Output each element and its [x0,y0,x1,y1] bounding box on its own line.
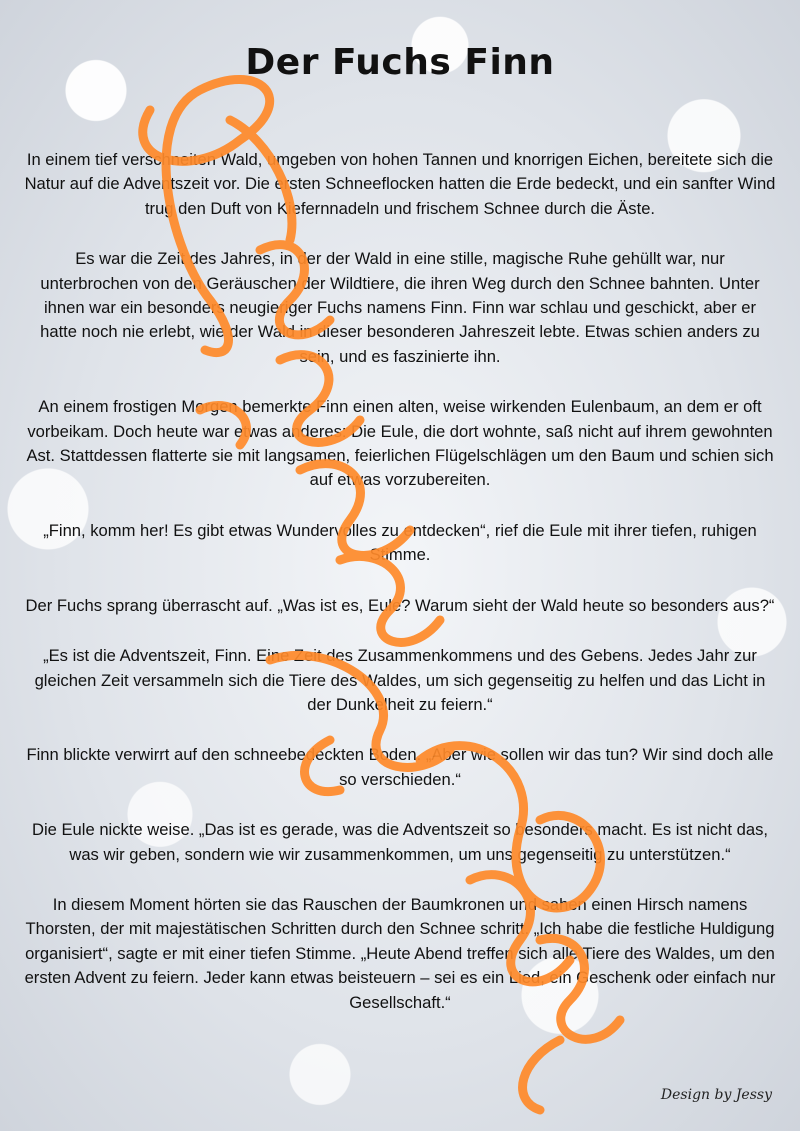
story-paragraph: „Finn, komm her! Es gibt etwas Wundervolles zu entdecken“, rief die Eule mit ihrer tiefen, ruhigen Stimme. [43,520,757,565]
story-paragraph: In diesem Moment hörten sie das Rauschen der Baumkronen und sahen einen Hirsch namens Thorsten, der mit majestätischen Schritten durch den Schnee schritt. „Ich habe die festliche Huldigung organisiert“, sagte er mit einer tiefen Stimme. „Heute Abend treffen sich alle Tiere des Waldes, um den ersten Advent zu feiern. Jeder kann etwas beisteuern – sei es ein Lied, ein Geschenk oder einfach nur Gesellschaft.“ [24,894,776,1012]
story-paragraph: „Es ist die Adventszeit, Finn. Eine Zeit des Zusammenkommens und des Gebens. Jedes Jahr zur gleichen Zeit versammeln sich die Tiere des Waldes, um sich gegenseitig zu helfen und das Licht in der Dunkelheit zu feiern.“ [34,646,766,714]
page-title: Der Fuchs Finn [245,42,555,83]
story-paragraph: Der Fuchs sprang überrascht auf. „Was ist es, Eule? Warum sieht der Wald heute so besonders aus?“ [25,595,775,615]
story-paragraph: Es war die Zeit des Jahres, in der der Wald in eine stille, magische Ruhe gehüllt war, nur unterbrochen von den Geräuschen der Wildtiere, die ihren Weg durch den Schnee bahnten. Unter ihnen war ein besonders neugieriger Fuchs namens Finn. Finn war schlau und geschickt, aber er hatte noch nie erlebt, wie der Wald in dieser besonderen Jahreszeit lebte. Etwas schien anders zu sein, und es faszinierte ihn. [40,249,760,366]
story-paragraph: An einem frostigen Morgen bemerkte Finn einen alten, weise wirkenden Eulenbaum, an dem er oft vorbeikam. Doch heute war etwas anderes: Die Eule, die dort wohnte, saß nicht auf ihrem gewohnten Ast. Stattdessen flatterte sie mit langsamen, feierlichen Flügelschlägen um den Baum und schien sich auf etwas vorzubereiten. [26,397,774,490]
signature: Design by Jessy [660,1087,772,1103]
story-text [24,148,776,1041]
story-paragraph: Finn blickte verwirrt auf den schneebedeckten Boden. „Aber wie sollen wir das tun? Wir sind doch alle so verschieden.“ [26,745,774,789]
story-paragraph: Die Eule nickte weise. „Das ist es gerade, was die Adventszeit so besonders macht. Es ist nicht das, was wir geben, sondern wie wir zusammenkommen, um uns gegenseitig zu unterstützen.“ [31,820,768,864]
story-paragraph: In einem tief verschneiten Wald, umgeben von hohen Tannen und knorrigen Eichen, bereitete sich die Natur auf die Adventszeit vor. Die ersten Schneeflocken hatten die Erde bedeckt, und ein sanfter Wind trug den Duft von Kiefernnadeln und frischem Schnee durch die Äste. [24,150,776,218]
